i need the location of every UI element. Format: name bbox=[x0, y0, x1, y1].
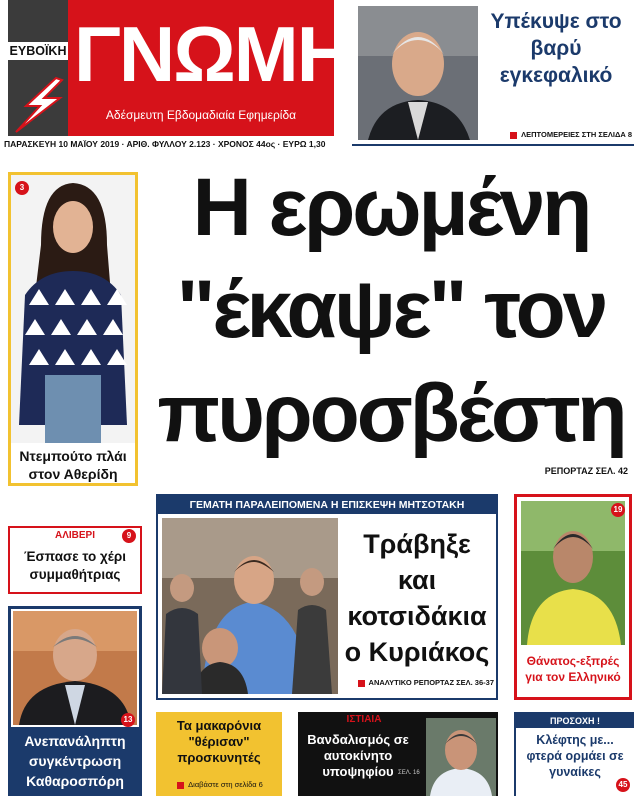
istiaia-story[interactable] bbox=[298, 712, 498, 796]
left-bottom-photo bbox=[13, 611, 137, 725]
aliveri-label: ΑΛΙΒΕΡΙ bbox=[54, 530, 95, 541]
istiaia-text: Βανδαλισμός σε αυτοκίνητο υποψηφίου bbox=[307, 732, 409, 779]
aliveri-text: Έσπασε το χέρι συμμαθήτριας bbox=[23, 549, 126, 582]
prosoxi-label: ΠΡΟΣΟΧΗ ! bbox=[516, 714, 634, 728]
masthead bbox=[8, 0, 352, 136]
left-promo-badge: 3 bbox=[15, 181, 29, 195]
aliveri-story[interactable] bbox=[8, 526, 142, 594]
top-story-details bbox=[478, 130, 632, 139]
makaronia-story[interactable] bbox=[156, 712, 282, 796]
left-promo-photo bbox=[11, 175, 135, 443]
mitsotakis-headline: Τράβηξε και κοτσιδάκια ο Κυριάκος bbox=[344, 529, 490, 667]
right-promo-photo bbox=[521, 501, 625, 645]
masthead-tagline: Αδέσμευτη Εβδομαδιαία Εφημερίδα bbox=[105, 108, 297, 122]
main-headline-line-1: Η ερωμένη bbox=[192, 162, 590, 253]
masthead-region: ΕΥΒΟΪΚΗ bbox=[9, 44, 67, 58]
mitsotakis-report bbox=[342, 678, 494, 687]
masthead-logo-box bbox=[8, 0, 68, 136]
masthead-title: ΓΝΩΜΗ bbox=[74, 10, 352, 98]
istiaia-label: ΙΣΤΙΑΙΑ bbox=[346, 714, 382, 725]
aliveri-badge: 9 bbox=[122, 529, 136, 543]
right-promo-badge: 19 bbox=[611, 503, 625, 517]
right-promo-caption: Θάνατος-εξπρές για τον Ελληνικό bbox=[525, 654, 621, 684]
main-report: ΡΕΠΟΡΤΑΖ ΣΕΛ. 42 bbox=[544, 466, 628, 476]
mitsotakis-report-text: ΑΝΑΛΥΤΙΚΟ ΡΕΠΟΡΤΑΖ ΣΕΛ. 36-37 bbox=[368, 678, 494, 687]
left-promo-caption: Ντεμπούτο πλάι στον Αθερίδη bbox=[19, 448, 127, 482]
mitsotakis-story[interactable] bbox=[156, 494, 498, 700]
left-promo[interactable] bbox=[8, 172, 138, 486]
istiaia-page: ΣΕΛ. 16 bbox=[398, 770, 420, 776]
main-headline-line-2: "έκαψε" τον bbox=[176, 264, 606, 355]
left-bottom-caption: Ανεπανάληπτη συγκέντρωση Καθαροσπόρη bbox=[8, 727, 142, 796]
top-story-details-text: ΛΕΠΤΟΜΕΡΕΙΕΣ ΣΤΗ ΣΕΛΙΔΑ 8 bbox=[521, 130, 632, 139]
mitsotakis-photo bbox=[162, 518, 338, 694]
prosoxi-story[interactable] bbox=[514, 712, 634, 796]
makaronia-note bbox=[160, 780, 280, 789]
top-story[interactable] bbox=[352, 0, 634, 146]
left-bottom-story[interactable] bbox=[8, 606, 142, 796]
lightning-icon bbox=[12, 76, 66, 134]
masthead-title-box bbox=[68, 0, 352, 136]
mitsotakis-banner: ΓΕΜΑΤΗ ΠΑΡΑΛΕΙΠΟΜΕΝΑ Η ΕΠΙΣΚΕΨΗ ΜΗΤΣΟΤΑΚΗ bbox=[158, 496, 496, 514]
top-story-photo bbox=[358, 6, 478, 140]
main-headline-line-3: πυροσβέστη bbox=[157, 368, 625, 459]
prosoxi-text: Κλέφτης με... φτερά ορμάει σε γυναίκες bbox=[526, 733, 624, 779]
prosoxi-badge: 45 bbox=[616, 778, 630, 792]
right-promo[interactable] bbox=[514, 494, 632, 700]
istiaia-photo bbox=[426, 718, 496, 796]
top-story-headline: Υπέκυψε στο βαρύ εγκεφαλικό bbox=[490, 10, 622, 87]
main-headline[interactable] bbox=[148, 160, 634, 478]
makaronia-note-text: Διαβάστε στη σελίδα 6 bbox=[188, 780, 263, 789]
left-bottom-badge: 13 bbox=[121, 713, 135, 727]
makaronia-headline: Τα μακαρόνια "θέρισαν" προσκυνητές bbox=[176, 718, 262, 765]
dateline: ΠΑΡΑΣΚΕΥΗ 10 ΜΑΪΟΥ 2019 · ΑΡΙΘ. ΦΥΛΛΟΥ 2.123 · ΧΡΟΝΟΣ 44ος · ΕΥΡΩ 1,30 bbox=[4, 139, 326, 149]
